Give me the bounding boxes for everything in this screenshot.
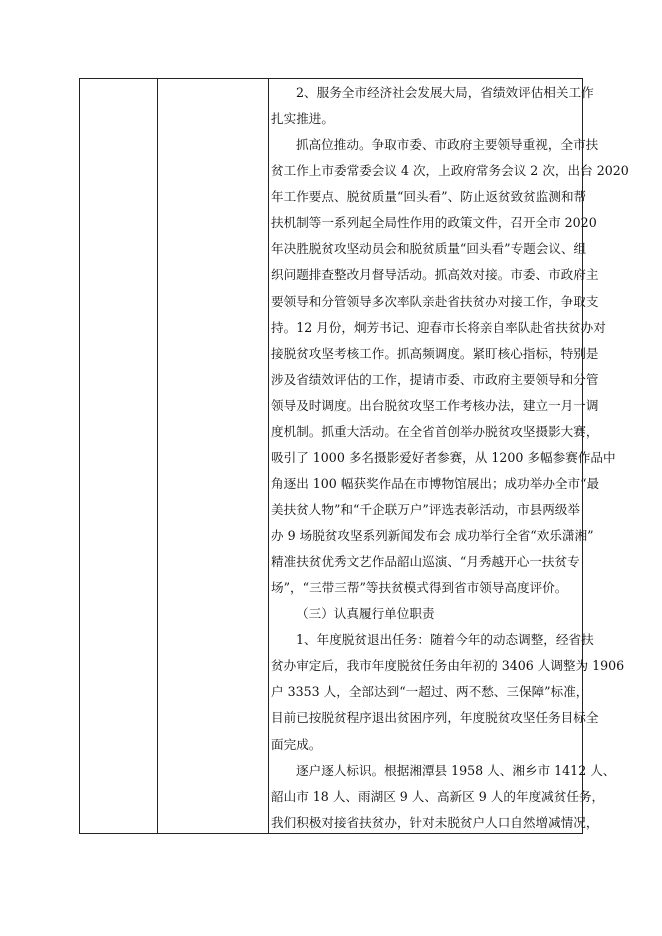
- text-line: 贫工作上市委常委会议 4 次，上政府常务会议 2 次，出台 2020: [271, 163, 629, 179]
- text-line: 要领导和分管领导多次率队亲赴省扶贫办对接工作，争取支: [271, 293, 599, 309]
- text-line: 贫办审定后，我市年度脱贫任务由年初的 3406 人调整为 1906: [271, 658, 625, 674]
- text-line: 办 9 场脱贫攻坚系列新闻发布会 成功举行全省“欢乐潇湘”: [271, 528, 594, 543]
- text-line: 涉及省绩效评估的工作，提请市委、市政府主要领导和分管: [271, 371, 599, 387]
- text-line: 吸引了 1000 多名摄影爱好者参赛，从 1200 多幅参赛作品中: [271, 449, 616, 465]
- text-line: 织问题排查整改月督导活动。抓高效对接。市委、市政府主: [271, 267, 599, 283]
- text-line: 韶山市 18 人、雨湖区 9 人、高新区 9 人的年度减贫任务，: [271, 788, 605, 804]
- text-line: 接脱贫攻坚考核工作。抓高频调度。紧盯核心指标，特别是: [271, 345, 599, 361]
- text-line: 扎实推进。: [271, 111, 334, 127]
- text-line: 逐户逐人标识。根据湘潭县 1958 人、湘乡市 1412 人、: [296, 762, 616, 778]
- content-cell: [271, 79, 629, 833]
- text-line: 我们积极对接省扶贫办，针对未脱贫户人口自然增减情况，: [271, 814, 599, 830]
- text-line: 精准扶贫优秀文艺作品韶山巡演、“月秀越开心一扶贫专: [271, 554, 580, 570]
- text-line: 美扶贫人物”和“千企联万户”评选表彰活动，市县两级举: [271, 502, 580, 517]
- document-table: [79, 78, 629, 834]
- text-line: 扶机制等一系列起全局性作用的政策文件，召开全市 2020: [271, 215, 597, 231]
- text-line: 场”，“三带三帮”等扶贫模式得到省市领导高度评价。: [271, 580, 568, 596]
- text-line: 年工作要点、脱贫质量“回头看”、防止返贫致贫监测和帮: [271, 189, 587, 205]
- text-line: 持。12 月份，炯芳书记、迎春市长将亲自率队赴省扶贫办对: [271, 319, 606, 335]
- text-line: 户 3353 人，全部达到“一超过、两不愁、三保障”标准，: [271, 684, 589, 700]
- column-divider-2: [268, 79, 269, 833]
- text-line: 年决胜脱贫攻坚动员会和脱贫质量“回头看”专题会议、组: [271, 241, 587, 257]
- text-line: 1、年度脱贫退出任务：随着今年的动态调整，经省扶: [296, 632, 594, 648]
- column-divider-1: [157, 79, 158, 833]
- text-line: 目前已按脱贫程序退出贫困序列，年度脱贫攻坚任务目标全: [271, 710, 599, 726]
- text-line: 面完成。: [271, 736, 322, 752]
- text-line: 角逐出 100 幅获奖作品在市博物馆展出；成功举办全市“最: [271, 475, 600, 491]
- text-line: 领导及时调度。出台脱贫攻坚工作考核办法，建立一月一调: [271, 397, 599, 413]
- text-line: 2、服务全市经济社会发展大局，省绩效评估相关工作: [296, 85, 594, 100]
- text-line: （三）认真履行单位职责: [296, 606, 435, 622]
- text-line: 抓高位推动。争取市委、市政府主要领导重视，全市扶: [296, 137, 599, 153]
- text-line: 度机制。抓重大活动。在全省首创举办脱贫攻坚摄影大赛，: [271, 423, 599, 439]
